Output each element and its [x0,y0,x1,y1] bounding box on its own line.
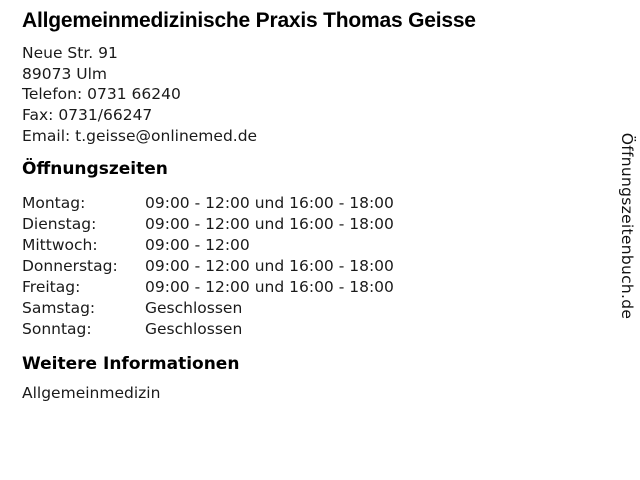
day-label: Dienstag: [22,215,97,233]
time-value: 09:00 - 12:00 und 16:00 - 18:00 [145,257,394,275]
day-label: Sonntag: [22,320,92,338]
site-watermark: Öffnungszeitenbuch.de [618,132,636,320]
day-label: Mittwoch: [22,236,98,254]
fax-line: Fax: 0731/66247 [22,106,153,125]
day-label: Donnerstag: [22,257,118,275]
hours-row-monday [22,193,394,214]
specialty-text: Allgemeinmedizin [22,384,161,402]
hours-row-tuesday [22,214,394,235]
hours-row-friday [22,277,394,298]
more-info-heading: Weitere Informationen [22,354,240,374]
time-value: 09:00 - 12:00 [145,236,250,254]
hours-row-wednesday [22,235,394,256]
opening-hours-heading: Öffnungszeiten [22,159,168,179]
time-value: Geschlossen [145,299,243,317]
day-label: Samstag: [22,299,96,317]
time-value: 09:00 - 12:00 und 16:00 - 18:00 [145,278,394,296]
hours-row-saturday [22,298,394,319]
day-label: Montag: [22,194,86,212]
day-label: Freitag: [22,278,81,296]
hours-row-sunday [22,319,394,340]
street-address: Neue Str. 91 [22,44,118,62]
phone-line: Telefon: 0731 66240 [22,85,181,104]
contact-block [22,43,257,147]
time-value: 09:00 - 12:00 und 16:00 - 18:00 [145,194,394,212]
time-value: Geschlossen [145,320,243,338]
hours-row-thursday [22,256,394,277]
email-line: Email: t.geisse@onlinemed.de [22,126,258,145]
time-value: 09:00 - 12:00 und 16:00 - 18:00 [145,215,394,233]
opening-hours-table [22,193,394,340]
page-title: Allgemeinmedizinische Praxis Thomas Geisse [22,9,476,32]
city-address: 89073 Ulm [22,64,107,83]
